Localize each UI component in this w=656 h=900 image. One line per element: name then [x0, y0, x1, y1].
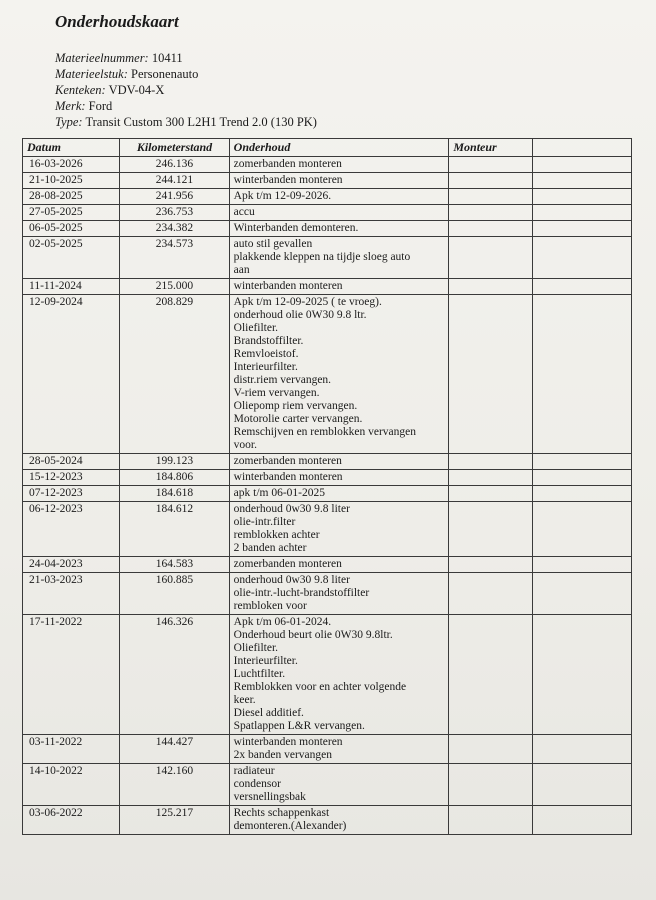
- table-row: [23, 279, 632, 295]
- cell-extra: [532, 189, 631, 205]
- maintenance-table: [22, 138, 632, 835]
- table-row: [23, 221, 632, 237]
- cell-extra: [532, 806, 631, 835]
- cell-date: 21-10-2025: [23, 173, 120, 189]
- work-line: accu: [233, 206, 255, 218]
- work-line: V-riem vervangen.: [233, 387, 320, 399]
- work-line: Apk t/m 06-01-2024.: [233, 616, 332, 628]
- header-km: Kilometerstand: [120, 139, 229, 157]
- work-line: rembloken voor: [233, 600, 307, 612]
- cell-extra: [532, 502, 631, 557]
- cell-extra: [532, 295, 631, 454]
- cell-work: [229, 279, 449, 295]
- work-line: plakkende kleppen na tijdje sloeg auto: [233, 251, 411, 263]
- work-line: onderhoud olie 0W30 9.8 ltr.: [233, 309, 367, 321]
- cell-extra: [532, 279, 631, 295]
- vehicle-info-row: [55, 82, 317, 98]
- work-line: Remvloeistof.: [233, 348, 299, 360]
- cell-monteur: [449, 502, 532, 557]
- work-line: onderhoud 0w30 9.8 liter: [233, 503, 350, 515]
- vehicle-info-value: VDV-04-X: [105, 83, 165, 97]
- cell-extra: [532, 205, 631, 221]
- cell-work: [229, 573, 449, 615]
- work-line: Luchtfilter.: [233, 668, 286, 680]
- work-line: versnellingsbak: [233, 791, 306, 803]
- work-line: keer.: [233, 694, 256, 706]
- cell-extra: [532, 764, 631, 806]
- cell-date: 17-11-2022: [23, 615, 120, 735]
- cell-extra: [532, 557, 631, 573]
- work-line: olie-intr.filter: [233, 516, 296, 528]
- table-row: [23, 189, 632, 205]
- cell-monteur: [449, 221, 532, 237]
- cell-work: [229, 735, 449, 764]
- table-row: [23, 295, 632, 454]
- cell-monteur: [449, 173, 532, 189]
- vehicle-info-key: Merk:: [55, 99, 86, 113]
- table-row: [23, 486, 632, 502]
- table-row: [23, 470, 632, 486]
- work-line: Onderhoud beurt olie 0W30 9.8ltr.: [233, 629, 393, 641]
- cell-monteur: [449, 157, 532, 173]
- cell-km: 142.160: [120, 764, 229, 806]
- cell-work: [229, 557, 449, 573]
- cell-work: [229, 295, 449, 454]
- cell-monteur: [449, 735, 532, 764]
- table-row: [23, 502, 632, 557]
- header-extra: [532, 139, 631, 157]
- cell-date: 12-09-2024: [23, 295, 120, 454]
- work-line: Diesel additief.: [233, 707, 304, 719]
- cell-date: 15-12-2023: [23, 470, 120, 486]
- work-line: 2x banden vervangen: [233, 749, 333, 761]
- cell-work: [229, 806, 449, 835]
- work-line: zomerbanden monteren: [233, 158, 342, 170]
- cell-date: 21-03-2023: [23, 573, 120, 615]
- table-row: [23, 237, 632, 279]
- cell-extra: [532, 237, 631, 279]
- cell-work: [229, 173, 449, 189]
- cell-extra: [532, 454, 631, 470]
- cell-work: [229, 502, 449, 557]
- cell-km: 164.583: [120, 557, 229, 573]
- table-header-row: [23, 139, 632, 157]
- cell-km: 241.956: [120, 189, 229, 205]
- work-line: Apk t/m 12-09-2025 ( te vroeg).: [233, 296, 382, 308]
- work-line: 2 banden achter: [233, 542, 307, 554]
- cell-km: 146.326: [120, 615, 229, 735]
- cell-monteur: [449, 205, 532, 221]
- vehicle-info-value: 10411: [148, 51, 183, 65]
- cell-work: [229, 157, 449, 173]
- cell-monteur: [449, 806, 532, 835]
- cell-date: 06-12-2023: [23, 502, 120, 557]
- work-line: Spatlappen L&R vervangen.: [233, 720, 365, 732]
- cell-km: 234.573: [120, 237, 229, 279]
- vehicle-info-row: [55, 66, 317, 82]
- cell-monteur: [449, 454, 532, 470]
- cell-work: [229, 221, 449, 237]
- cell-date: 11-11-2024: [23, 279, 120, 295]
- cell-km: 184.612: [120, 502, 229, 557]
- cell-date: 28-08-2025: [23, 189, 120, 205]
- work-line: Oliefilter.: [233, 322, 279, 334]
- cell-monteur: [449, 557, 532, 573]
- cell-km: 184.618: [120, 486, 229, 502]
- cell-km: 125.217: [120, 806, 229, 835]
- cell-km: 144.427: [120, 735, 229, 764]
- work-line: apk t/m 06-01-2025: [233, 487, 326, 499]
- vehicle-info-value: Ford: [85, 99, 113, 113]
- cell-work: [229, 189, 449, 205]
- work-line: Remblokken voor en achter volgende: [233, 681, 407, 693]
- cell-date: 03-11-2022: [23, 735, 120, 764]
- cell-extra: [532, 573, 631, 615]
- cell-km: 244.121: [120, 173, 229, 189]
- cell-monteur: [449, 764, 532, 806]
- cell-monteur: [449, 615, 532, 735]
- cell-extra: [532, 470, 631, 486]
- cell-work: [229, 486, 449, 502]
- table-row: [23, 735, 632, 764]
- cell-monteur: [449, 237, 532, 279]
- cell-extra: [532, 173, 631, 189]
- table-row: [23, 573, 632, 615]
- table-row: [23, 764, 632, 806]
- work-line: voor.: [233, 439, 257, 451]
- work-line: Oliepomp riem vervangen.: [233, 400, 358, 412]
- work-line: winterbanden monteren: [233, 471, 343, 483]
- cell-date: 24-04-2023: [23, 557, 120, 573]
- vehicle-info-row: [55, 98, 317, 114]
- work-line: demonteren.(Alexander): [233, 820, 347, 832]
- work-line: distr.riem vervangen.: [233, 374, 332, 386]
- cell-monteur: [449, 295, 532, 454]
- cell-extra: [532, 221, 631, 237]
- cell-monteur: [449, 189, 532, 205]
- work-line: Interieurfilter.: [233, 361, 298, 373]
- cell-km: 160.885: [120, 573, 229, 615]
- cell-monteur: [449, 486, 532, 502]
- cell-work: [229, 237, 449, 279]
- cell-km: 246.136: [120, 157, 229, 173]
- cell-work: [229, 454, 449, 470]
- work-line: onderhoud 0w30 9.8 liter: [233, 574, 350, 586]
- vehicle-info-key: Kenteken:: [55, 83, 106, 97]
- header-work: Onderhoud: [229, 139, 449, 157]
- work-line: olie-intr.-lucht-brandstoffilter: [233, 587, 370, 599]
- cell-extra: [532, 486, 631, 502]
- cell-work: [229, 470, 449, 486]
- table-row: [23, 157, 632, 173]
- cell-date: 14-10-2022: [23, 764, 120, 806]
- vehicle-info-row: [55, 50, 317, 66]
- vehicle-info-value: Personenauto: [127, 67, 199, 81]
- cell-km: 199.123: [120, 454, 229, 470]
- cell-date: 28-05-2024: [23, 454, 120, 470]
- cell-extra: [532, 735, 631, 764]
- cell-work: [229, 205, 449, 221]
- cell-monteur: [449, 573, 532, 615]
- table-row: [23, 615, 632, 735]
- work-line: Motorolie carter vervangen.: [233, 413, 363, 425]
- work-line: auto stil gevallen: [233, 238, 313, 250]
- cell-extra: [532, 157, 631, 173]
- work-line: Oliefilter.: [233, 642, 279, 654]
- work-line: Winterbanden demonteren.: [233, 222, 359, 234]
- cell-date: 16-03-2026: [23, 157, 120, 173]
- vehicle-info-row: [55, 114, 317, 130]
- work-line: winterbanden monteren: [233, 280, 343, 292]
- cell-km: 208.829: [120, 295, 229, 454]
- cell-date: 03-06-2022: [23, 806, 120, 835]
- vehicle-info-value: Transit Custom 300 L2H1 Trend 2.0 (130 PK): [82, 115, 317, 129]
- vehicle-info-key: Type:: [55, 115, 83, 129]
- cell-date: 06-05-2025: [23, 221, 120, 237]
- cell-km: 184.806: [120, 470, 229, 486]
- table-row: [23, 454, 632, 470]
- vehicle-info: [55, 50, 317, 130]
- work-line: winterbanden monteren: [233, 174, 343, 186]
- work-line: winterbanden monteren: [233, 736, 343, 748]
- work-line: Apk t/m 12-09-2026.: [233, 190, 332, 202]
- work-line: Rechts schappenkast: [233, 807, 330, 819]
- cell-km: 234.382: [120, 221, 229, 237]
- table-row: [23, 806, 632, 835]
- work-line: zomerbanden monteren: [233, 455, 342, 467]
- header-date: Datum: [23, 139, 120, 157]
- cell-km: 215.000: [120, 279, 229, 295]
- cell-date: 27-05-2025: [23, 205, 120, 221]
- work-line: Brandstoffilter.: [233, 335, 304, 347]
- document-title: Onderhoudskaart: [55, 12, 179, 31]
- work-line: aan: [233, 264, 250, 276]
- cell-extra: [532, 615, 631, 735]
- cell-monteur: [449, 470, 532, 486]
- vehicle-info-key: Materieelnummer:: [55, 51, 149, 65]
- work-line: radiateur: [233, 765, 275, 777]
- cell-km: 236.753: [120, 205, 229, 221]
- cell-date: 02-05-2025: [23, 237, 120, 279]
- work-line: remblokken achter: [233, 529, 320, 541]
- work-line: condensor: [233, 778, 281, 790]
- work-line: Remschijven en remblokken vervangen: [233, 426, 416, 438]
- table-row: [23, 205, 632, 221]
- cell-date: 07-12-2023: [23, 486, 120, 502]
- work-line: Interieurfilter.: [233, 655, 298, 667]
- work-line: zomerbanden monteren: [233, 558, 342, 570]
- table-row: [23, 173, 632, 189]
- header-monteur: Monteur: [449, 139, 532, 157]
- cell-monteur: [449, 279, 532, 295]
- table-row: [23, 557, 632, 573]
- vehicle-info-key: Materieelstuk:: [55, 67, 128, 81]
- cell-work: [229, 764, 449, 806]
- cell-work: [229, 615, 449, 735]
